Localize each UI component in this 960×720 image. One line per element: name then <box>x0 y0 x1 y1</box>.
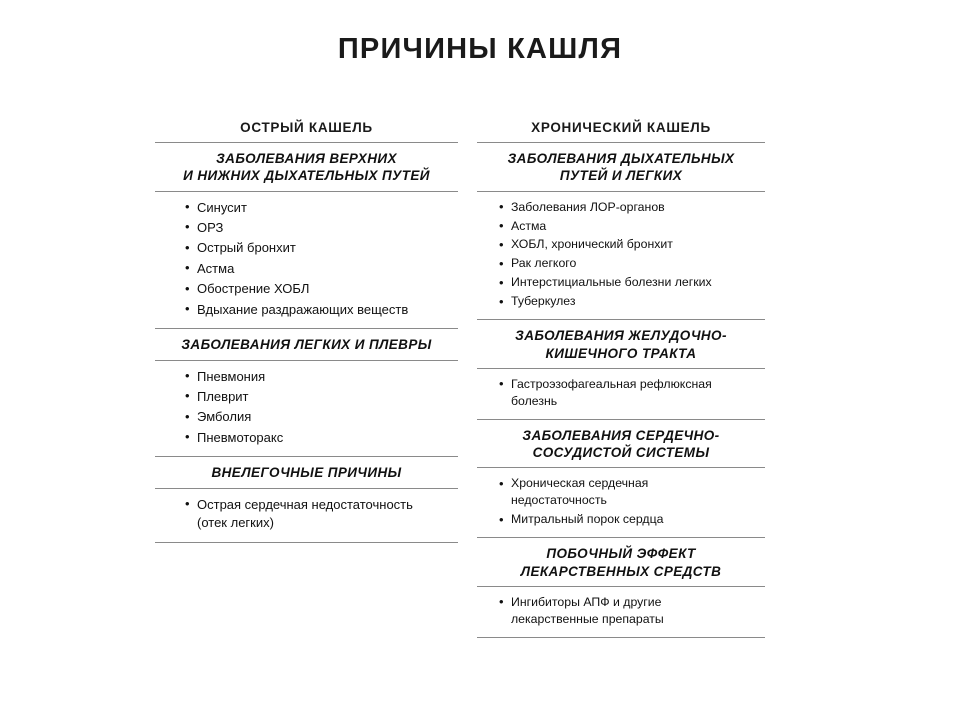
item-list <box>477 369 765 419</box>
item-list <box>155 192 458 329</box>
item-continuation-line: болезнь <box>511 393 558 408</box>
item-list <box>477 587 765 637</box>
column-header-acute: ОСТРЫЙ КАШЕЛЬ <box>240 120 373 135</box>
item-continuation-line: лекарственные препараты <box>511 611 664 626</box>
sections-chronic <box>477 143 765 638</box>
list-item: • Эмболия <box>185 408 458 426</box>
columns-container <box>0 120 960 638</box>
list-item: • Митральный порок сердца <box>499 511 765 528</box>
section-title: ЗАБОЛЕВАНИЯ СЕРДЕЧНО- СОСУДИСТОЙ СИСТЕМЫ <box>522 427 720 461</box>
divider <box>155 542 458 543</box>
item-list <box>477 468 765 537</box>
item-continuation-line: недостаточность <box>511 493 607 508</box>
list-item: • Гастроэзофагеальная рефлюксная болезнь <box>499 376 765 410</box>
list-item: • Хроническая сердечная недостаточность <box>499 475 765 509</box>
column-acute-cough <box>155 120 458 543</box>
list-item: • ОРЗ <box>185 219 458 237</box>
section-title: ЗАБОЛЕВАНИЯ ДЫХАТЕЛЬНЫХ ПУТЕЙ И ЛЕГКИХ <box>507 151 735 184</box>
list-item: • Острый бронхит <box>185 239 458 257</box>
list-item: • Рак легкого <box>499 255 765 272</box>
list-item: • Астма <box>499 218 765 235</box>
list-item: • Ингибиторы АПФ и другие лекарственные препараты <box>499 594 765 628</box>
column-chronic-cough <box>477 120 765 638</box>
item-list <box>155 361 458 457</box>
section-title: ЗАБОЛЕВАНИЯ ЛЕГКИХ И ПЛЕВРЫ <box>181 337 432 353</box>
list-item: • Острая сердечная недостаточность (отек легких) <box>185 496 458 533</box>
list-item: • Обострение ХОБЛ <box>185 280 458 298</box>
page-title: ПРИЧИНЫ КАШЛЯ <box>337 33 623 65</box>
section-title: ЗАБОЛЕВАНИЯ ЖЕЛУДОЧНО- КИШЕЧНОГО ТРАКТА <box>515 328 727 361</box>
item-list <box>477 192 765 320</box>
list-item: • Пневмоторакс <box>185 429 458 447</box>
list-item: • Интерстициальные болезни легких <box>499 274 765 291</box>
list-item: • Заболевания ЛОР-органов <box>499 199 765 216</box>
divider <box>477 637 765 638</box>
list-item: • Астма <box>185 260 458 278</box>
list-item: • Туберкулез <box>499 293 765 310</box>
item-continuation-line: (отек легких) <box>197 515 274 531</box>
sections-acute <box>155 143 458 543</box>
section-title: ВНЕЛЕГОЧНЫЕ ПРИЧИНЫ <box>211 465 402 481</box>
list-item: • Вдыхание раздражающих веществ <box>185 301 458 319</box>
section-title: ЗАБОЛЕВАНИЯ ВЕРХНИХ И НИЖНИХ ДЫХАТЕЛЬНЫХ ПУТЕЙ <box>183 151 430 184</box>
list-item: • Пневмония <box>185 368 458 386</box>
list-item: • ХОБЛ, хронический бронхит <box>499 236 765 253</box>
item-list <box>155 489 458 542</box>
section-title: ПОБОЧНЫЙ ЭФФЕКТ ЛЕКАРСТВЕННЫХ СРЕДСТВ <box>520 546 722 579</box>
list-item: • Плеврит <box>185 388 458 406</box>
column-header-chronic: ХРОНИЧЕСКИЙ КАШЕЛЬ <box>531 120 711 135</box>
list-item: • Синусит <box>185 199 458 217</box>
